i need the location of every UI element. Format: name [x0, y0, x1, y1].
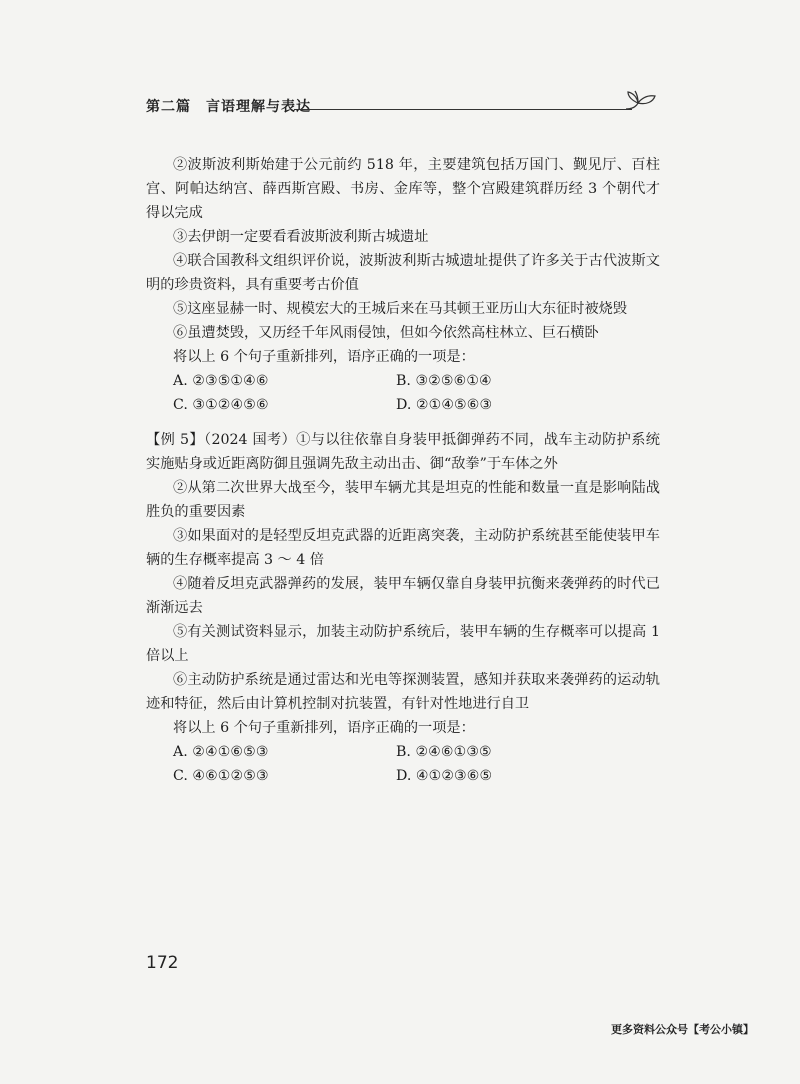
option-c: C. ③①②④⑤⑥ — [173, 397, 269, 413]
sentence-3: ③去伊朗一定要看看波斯波利斯古城遗址 — [173, 229, 429, 245]
example-5-sentence-6: ⑥主动防护系统是通过雷达和光电等探测装置，感知并获取来袭弹药的运动轨迹和特征，然后由计算机控制对抗装置，有针对性地进行自卫 — [146, 672, 660, 712]
page-number: 172 — [146, 953, 179, 973]
sentence-5: ⑤这座显赫一时、规模宏大的王城后来在马其顿王亚历山大东征时被烧毁 — [173, 301, 628, 317]
example-5-sentence-5: ⑤有关测试资料显示，加装主动防护系统后，装甲车辆的生存概率可以提高 1 倍以上 — [146, 624, 660, 664]
example-5-option-b: B. ②④⑥①③⑤ — [396, 744, 492, 760]
option-b: B. ③②⑤⑥①④ — [396, 373, 492, 389]
sentence-4: ④联合国教科文组织评价说，波斯波利斯古城遗址提供了许多关于古代波斯文明的珍贵资料，具有重要考古价值 — [146, 253, 660, 293]
footer-note: 更多资料公众号【考公小镇】 — [611, 1023, 754, 1036]
example-5-sentence-2: ②从第二次世界大战至今，装甲车辆尤其是坦克的性能和数量一直是影响陆战胜负的重要因素 — [146, 480, 660, 520]
sentence-2: ②波斯波利斯始建于公元前约 518 年，主要建筑包括万国门、觐见厅、百柱宫、阿帕达纳宫、薛西斯宫殿、书房、金库等，整个宫殿建筑群历经 3 个朝代才得以完成 — [146, 157, 660, 221]
example-5-intro: 【例 5】（2024 国考）①与以往依靠自身装甲抵御弹药不同，战车主动防护系统实施贴身或近距离防御且强调先敌主动出击、御“敌拳”于车体之外 — [146, 432, 660, 472]
header-rule — [294, 109, 632, 110]
question-prompt: 将以上 6 个句子重新排列，语序正确的一项是： — [173, 349, 475, 365]
sentence-6: ⑥虽遭焚毁，又历经千年风雨侵蚀，但如今依然高柱林立、巨石横卧 — [173, 325, 599, 341]
option-d: D. ②①④⑤⑥③ — [396, 397, 493, 413]
example-5-option-c: C. ④⑥①②⑤③ — [173, 768, 269, 784]
running-header — [0, 86, 800, 116]
page-content — [146, 153, 660, 788]
chapter-title: 第二篇 言语理解与表达 — [146, 99, 311, 115]
answer-options — [146, 369, 660, 417]
example-5-option-a: A. ②④①⑥⑤③ — [173, 744, 269, 760]
example-5-sentence-4: ④随着反坦克武器弹药的发展，装甲车辆仅靠自身装甲抗衡来袭弹药的时代已渐渐远去 — [146, 576, 660, 616]
sprout-icon — [624, 86, 660, 116]
example-5-options — [146, 740, 660, 788]
option-a: A. ②③⑤①④⑥ — [173, 373, 269, 389]
example-5-prompt: 将以上 6 个句子重新排列，语序正确的一项是： — [173, 720, 475, 736]
example-5-option-d: D. ④①②③⑥⑤ — [396, 768, 493, 784]
example-5-sentence-3: ③如果面对的是轻型反坦克武器的近距离突袭，主动防护系统甚至能使装甲车辆的生存概率提高 3 ～ 4 倍 — [146, 528, 660, 568]
